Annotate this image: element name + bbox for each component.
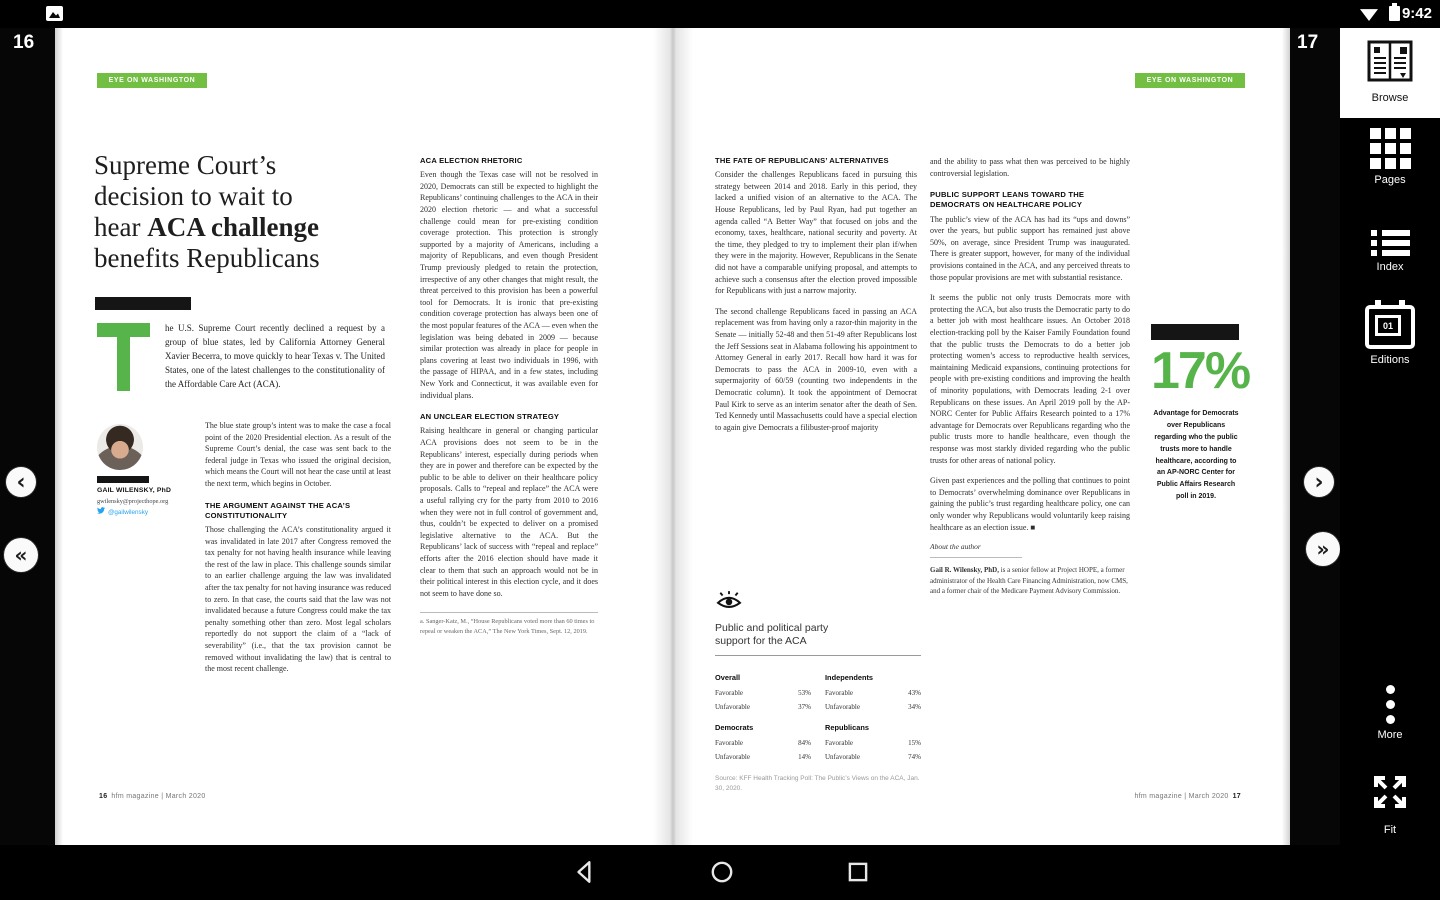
about-divider (930, 557, 1022, 558)
recents-button[interactable] (845, 859, 871, 890)
right-page-footer: hfm magazine | March 2020 17 (1134, 793, 1241, 800)
author-name: GAIL WILENSKY, PhD (97, 487, 172, 494)
paragraph: It seems the public not only trusts Democrats more with protecting the ACA, but also trusts the Democratic party to do a better job with most healthcare issues. An October 2018 election-tracking poll by the Kaiser Family Foundation found that the public trusts the Democrats to do a better job protecting women’s access to reproductive health services, maintaining Medicaid expansions, continuing protections for people with pre-existing conditions and improving the health of minority populations, with Democrats leading 2-1 over Republicans on these issues. An April 2019 poll by the AP-NORC Center for Public Affairs Research pointed to a 17% advantage for Democrats over Republicans regarding who the public trusts more to handle healthcare, even though the response was most starkly divided regarding who the public trusts for other areas of national policy. (930, 293, 1130, 465)
about-author-label: About the author (930, 542, 981, 552)
sidebar-label: Pages (1374, 174, 1406, 186)
sidebar-item-browse[interactable] (1340, 28, 1440, 118)
author-bio: Gail R. Wilensky, PhD, is a senior fellow at Project HOPE, a former administrator of the Health Care Financing Administration, now CMS, and a former chair of the Medicare Payment Advisory Commission. (930, 566, 1128, 596)
index-list-icon (1340, 230, 1440, 256)
author-twitter (97, 507, 207, 517)
left-page-footer: 16 hfm magazine | March 2020 (99, 793, 206, 800)
sidebar-item-more[interactable] (1340, 683, 1440, 741)
table-row: Unfavorable 14% Unfavorable 74% (715, 753, 921, 762)
calendar-icon (1365, 305, 1415, 349)
section-heading: ACA ELECTION RHETORIC (420, 156, 523, 165)
stat-value: 17% (1151, 342, 1250, 400)
twitter-bird-icon (97, 507, 105, 517)
status-clock: 9:42 (1401, 5, 1432, 22)
paragraph: The public’s view of the ACA has had its “ups and downs” over the years, but public support has remained just above 50%, on average, since President Trump was inaugurated. There is greater support, however, for many of the individual provisions contained in the ACA, and any perceived threats to those popular provisions are met with substantial resistance. (930, 214, 1130, 282)
table-source: Source: KFF Health Tracking Poll: The Public’s Views on the ACA, Jan. 30, 2020. (715, 775, 920, 792)
paragraph: Even though the Texas case will not be resolved in 2020, Democrats can still be expected to highlight the Republicans’ continuing challenges to the ACA in their 2020 election rhetoric — and what a successful challenge could mean for pre-existing condition coverage protection. This protection is strongly supported by a majority of Americans, including a majority of Republicans, and even though President Trump previously pledged to retain the protection, irrespective of any other changes that might result, the threat perceived to this provision has been a powerful tool for Democrats. It is ironic that pre-existing condition coverage protection has always been one of the most popular features of the ACA — even when the legislation was being debated in 2009 — because similar protection was already in place for people in plans covering at least two individuals in 1996, with the passage of HIPAA, and in a few states, including New York and Connecticut, it was available even for individual plans. (420, 170, 598, 400)
sidebar-label: More (1377, 729, 1403, 741)
chevron-right-icon: › (1314, 469, 1324, 495)
home-button[interactable] (709, 859, 735, 890)
table-header-row: Democrats Republicans (715, 723, 869, 733)
section-heading: PUBLIC SUPPORT LEANS TOWARD THE DEMOCRATS ON HEALTHCARE POLICY (930, 190, 1085, 210)
stat-callout (1151, 324, 1250, 503)
article-intro: he U.S. Supreme Court recently declined a request by a group of blue states, led by California Attorney General Xavier Becerra, to move quickly to hear Texas v. The United States, one of the latest challenges to the constitutionality of the Affordable Care Act (ACA). (165, 323, 385, 389)
sidebar-item-editions[interactable] (1340, 298, 1440, 366)
aca-support-table (715, 590, 921, 794)
page-edge-shadow-left (55, 28, 63, 845)
paragraph: Consider the challenges Republicans faced in pursuing this strategy between 2014 and 2018. Early in this period, they lacked a unified vision of an alternative to the ACA. The House Republicans, led by Paul Ryan, had put together an agenda called “A Better Way” that focused on jobs and the economy, taxes, healthcare, national security and poverty. At the time, they pledged to try to implement their plan if/when they were in the majority. However, Republicans in the Senate did not have a comparable unifying proposal, and attempts to achieve such a consensus after the election proved impossible for Republicans with just a narrow majority. (715, 170, 917, 296)
left-page-column-1 (205, 420, 391, 684)
fullscreen-fit-icon (1368, 801, 1412, 818)
sidebar-label: Index (1376, 261, 1404, 273)
double-chevron-right-icon: » (1316, 537, 1330, 561)
eye-icon (715, 599, 743, 616)
left-page-column-2 (420, 156, 598, 636)
table-divider (715, 655, 921, 656)
section-heading: THE FATE OF REPUBLICANS’ ALTERNATIVES (715, 156, 889, 165)
more-dots-icon (1340, 683, 1440, 724)
sidebar-item-fit[interactable] (1340, 770, 1440, 836)
spread-fold (653, 28, 693, 845)
page-edge-shadow-right (1282, 28, 1290, 845)
paragraph: Raising healthcare in general or changing particular ACA provisions does not seem to be in the Republicans’ interest, especially during periods when they are in power and therefore can be expected by the public to be able to deliver on their healthcare policy proposals. Calls to “repeal and replace” the ACA were a useful rallying cry for the party from 2010 to 2016 when they were not in full control of government and, thus, couldn’t be expected to deliver on a promised legislative alternative to the ACA. But the Republicans’ lack of success with “repeal and replace” efforts after the 2016 election should have made it clear to them that such an approach would not be in their political interest in this election cycle, and it does not seem to have done so. (420, 426, 598, 598)
paragraph: Those challenging the ACA’s constitutionality argued it was invalidated in late 2017 after Congress removed the tax penalty for not having health insurance while leaving the rest of the law in place. This challenge sounds similar to an earlier challenge arguing the law was invalidated after the tax penalty for not having insurance was reduced to zero. In that case, the courts said that the law was not invalidated because a future Congress could make the tax penalty something other than zero. Most legal scholars reportedly do not support the claim of a “lack of severability” (i.e., that the tax provision cannot be removed without invalidating the law) that is central to the most recent challenge. (205, 525, 391, 674)
footnote: a. Sanger-Katz, M., “House Republicans voted more than 60 times to repeal or weaken the ACA,” The New York Times, Sept. 12, 2019. (420, 612, 598, 636)
section-heading: AN UNCLEAR ELECTION STRATEGY (420, 412, 560, 422)
sidebar-label: Browse (1371, 92, 1409, 104)
author-rule (97, 476, 149, 483)
previous-page-button[interactable] (6, 467, 36, 497)
article-headline: Supreme Court’s decision to wait to hear ACA challenge benefits Republicans (94, 150, 320, 273)
paragraph: and the ability to pass what then was perceived to be highly controversial legislation. (930, 157, 1130, 178)
magazine-spread[interactable] (55, 28, 1290, 845)
sidebar-label: Fit (1383, 824, 1397, 836)
paragraph: The blue state group’s intent was to make the case a focal point of the 2020 Presidential election. As a result of the Supreme Court’s denial, the case was sent back to the federal judge in Texas who issued the original decision, which means the Court will not hear the case until at least the next term, which begins in October. (205, 421, 391, 488)
page-number-right: 17 (1297, 32, 1319, 53)
page-number-left: 16 (13, 32, 35, 53)
table-row: Favorable 53% Favorable 43% (715, 689, 921, 698)
table-title: Public and political party support for the ACA (715, 622, 829, 648)
sidebar-item-index[interactable] (1340, 226, 1440, 273)
status-bar (0, 0, 1440, 28)
section-badge-right: EYE ON WASHINGTON (1135, 73, 1245, 88)
next-page-button[interactable] (1304, 467, 1334, 497)
sidebar-label: Editions (1370, 354, 1410, 366)
table-header-row: Overall Independents (715, 673, 874, 683)
right-page-column-3 (715, 156, 917, 442)
author-twitter-handle: @gailwilensky (108, 508, 148, 516)
dropcap-t (97, 323, 150, 391)
calendar-date-badge: 01 (1375, 315, 1401, 336)
section-badge-left: EYE ON WASHINGTON (97, 73, 207, 88)
paragraph: Given past experiences and the polling that continues to point to Democrats’ overwhelming dominance over Republicans in gaining the public’s trust regarding healthcare policy, one can only wonder why Republicans would voluntarily keep raising healthcare as an election issue. ■ (930, 476, 1130, 532)
right-page-column-4 (930, 156, 1130, 604)
stat-rule (1151, 324, 1239, 340)
section-heading: THE ARGUMENT AGAINST THE ACA’S CONSTITUTIONALITY (205, 500, 351, 520)
sidebar-item-pages[interactable] (1340, 128, 1440, 186)
wifi-icon (1360, 7, 1378, 21)
author-email: gwilensky@projecthope.org (97, 498, 169, 505)
screenshot-notification-icon (46, 6, 63, 26)
pages-grid-icon (1340, 128, 1440, 169)
browse-icon (1367, 69, 1413, 86)
last-page-button[interactable] (1306, 532, 1340, 566)
author-photo (97, 424, 143, 470)
battery-icon (1389, 6, 1400, 21)
table-row: Favorable 84% Favorable 15% (715, 739, 921, 748)
back-button[interactable] (572, 859, 598, 890)
reader-sidebar (1340, 28, 1440, 845)
chevron-left-icon: ‹ (16, 469, 26, 495)
paragraph: The second challenge Republicans faced in passing an ACA replacement was from having only a razor-thin majority in the Senate — initially 52-48 and then 51-49 after Republicans lost the Jeff Sessions seat in Alabama following his appointment to Attorney General in early 2017. Recall how hard it was for Democrats to pass the ACA in 2009-10, even with a supermajority of 60/59 (counting two independents in the Democratic column). It took the appointment of Democrat Paul Kirk to serve as an interim senator after the death of Sen. Ted Kennedy until Massachusetts could have a special election to again give Democrats a filibuster-proof majority (715, 306, 917, 432)
stat-caption: Advantage for Democrats over Republicans regarding who the public trusts more to handle healthcare, according to an AP-NORC Center for Public Affairs Research poll in 2019. (1153, 410, 1239, 501)
android-nav-bar (0, 845, 1440, 900)
double-chevron-left-icon: « (14, 543, 28, 567)
first-page-button[interactable] (4, 538, 38, 572)
table-row: Unfavorable 37% Unfavorable 34% (715, 703, 921, 712)
headline-rule (95, 297, 191, 310)
